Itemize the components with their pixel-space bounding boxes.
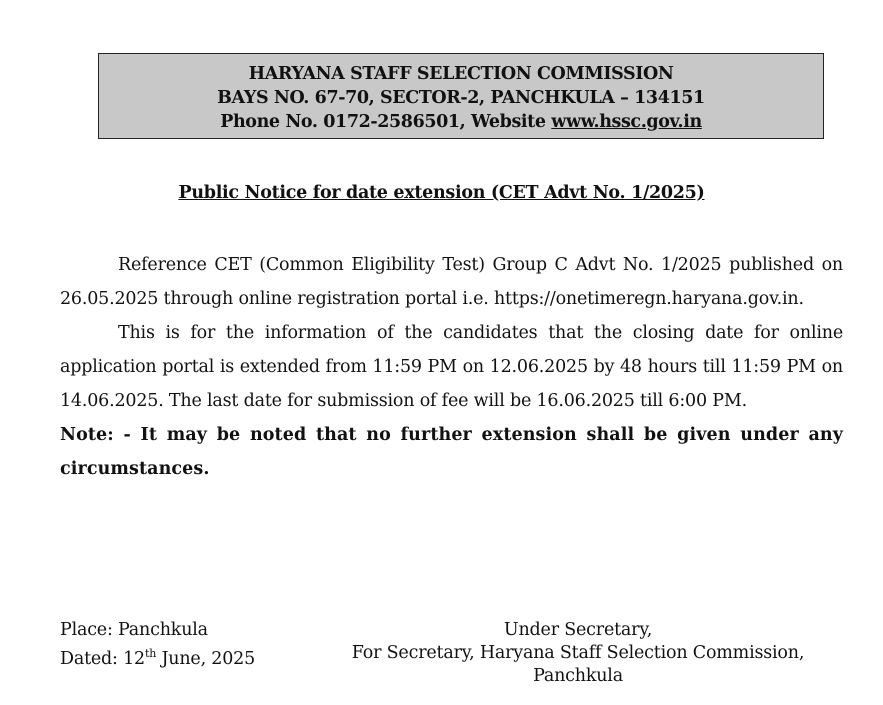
place-text: Place: Panchkula: [60, 620, 208, 640]
footer-place-date: [60, 619, 255, 671]
signatory-org: For Secretary, Haryana Staff Selection Commission,: [351, 643, 805, 663]
paragraph-reference: Reference CET (Common Eligibility Test) Group C Advt No. 1/2025 published on 26.05.2025 through online registration portal i.e. https://onetimeregn.haryana.gov.in.: [60, 255, 843, 309]
notice-title-text: Public Notice for date extension (CET Advt No. 1/2025): [178, 183, 705, 203]
dated-prefix: Dated: 12: [60, 648, 145, 669]
header-box: [98, 53, 824, 139]
website-link[interactable]: www.hssc.gov.in: [551, 112, 702, 132]
paragraph-extension: This is for the information of the candidates that the closing date for online application portal is extended from 11:59 PM on 12.06.2025 by 48 hours till 11:59 PM on 14.06.2025. The last date for submission of fee will be 16.06.2025 till 6:00 PM.: [60, 323, 843, 411]
notice-body: [60, 248, 843, 486]
dated-ordinal: th: [144, 647, 157, 660]
commission-contact: [99, 110, 823, 134]
commission-address: BAYS NO. 67-70, SECTOR-2, PANCHKULA – 134151: [217, 88, 705, 108]
notice-title: [0, 181, 883, 205]
phone-text: Phone No. 0172-2586501, Website: [220, 112, 552, 132]
note-text: Note: - It may be noted that no further extension shall be given under any circumstances.: [60, 425, 843, 479]
commission-name: HARYANA STAFF SELECTION COMMISSION: [248, 64, 674, 84]
signatory-block: [318, 619, 838, 688]
dated-suffix: June, 2025: [156, 648, 256, 669]
signatory-place: Panchkula: [533, 666, 623, 686]
dated-text: [60, 642, 255, 671]
signatory-title: Under Secretary,: [503, 620, 653, 640]
